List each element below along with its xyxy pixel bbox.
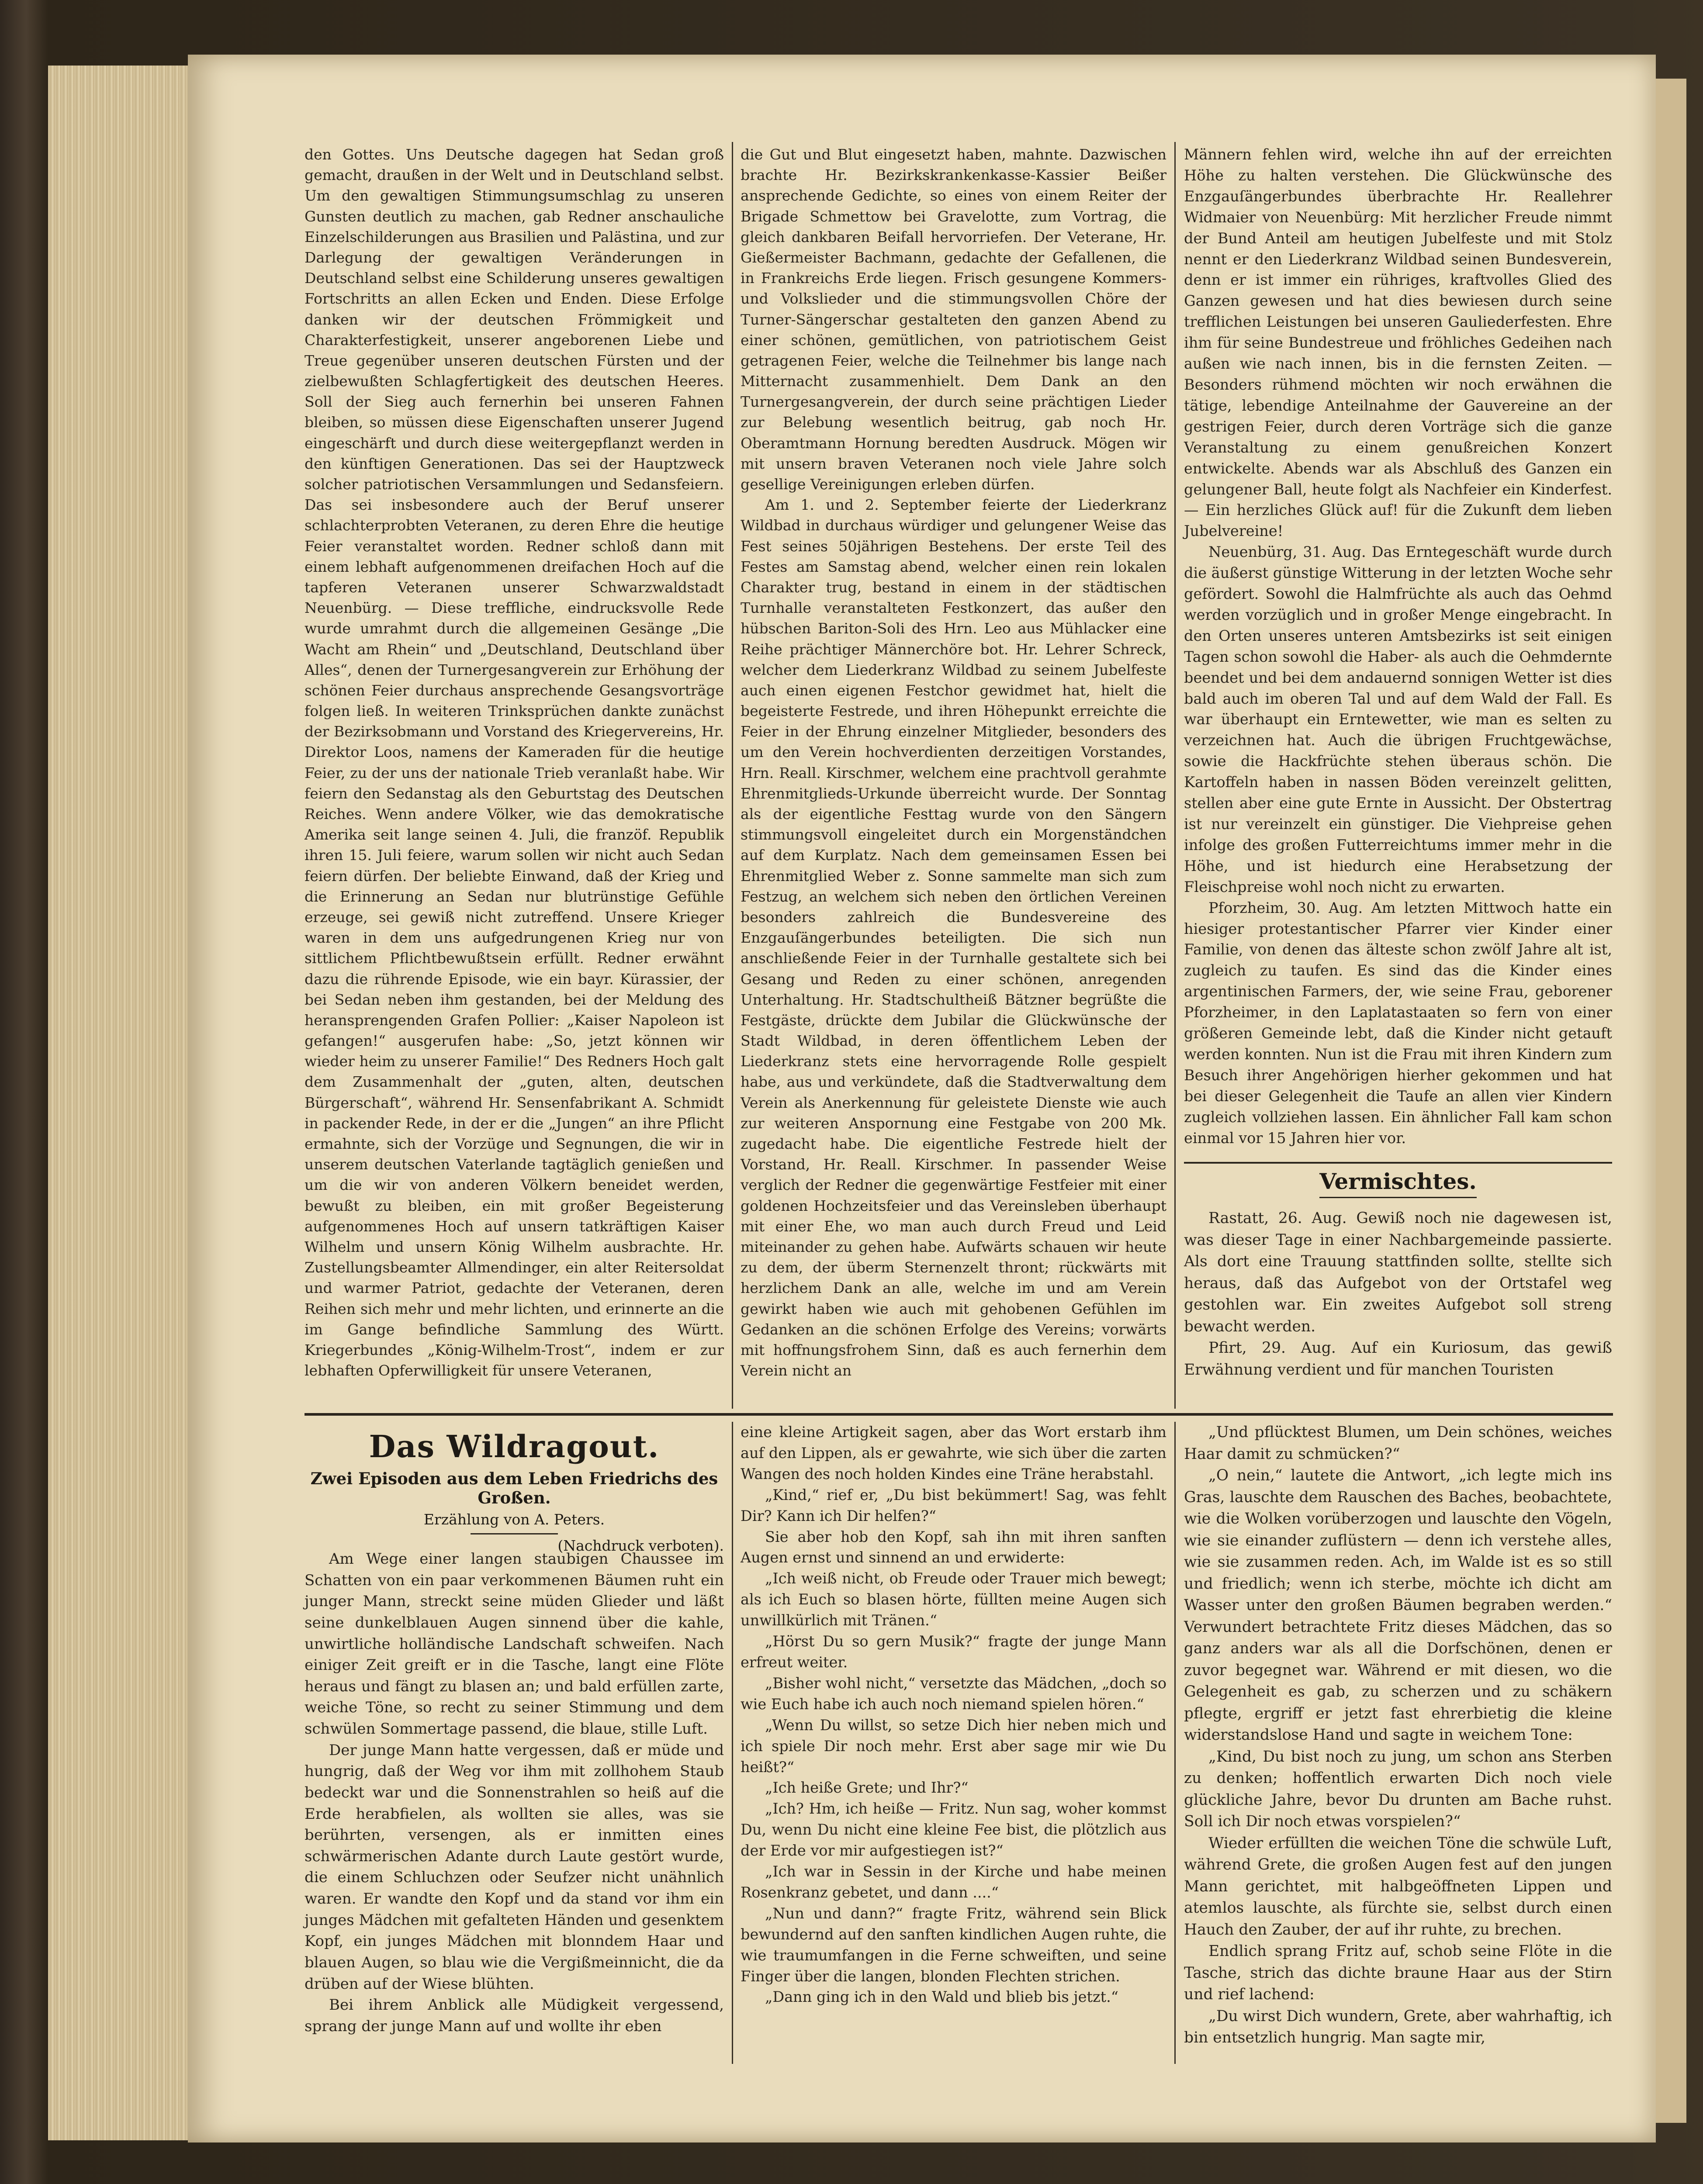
paragraph: „Hörst Du so gern Musik?“ fragte der junge Mann erfreut weiter. <box>741 1633 1166 1671</box>
paragraph: „Ich heiße Grete; und Ihr?“ <box>765 1779 969 1797</box>
paragraph: Der junge Mann hatte vergessen, daß er müde und hungrig, daß der Weg vor ihm mit zollhohem Staub bedeckt war und die Sonnenstrahlen so heiß auf die Erde herabfielen, als wollten sie alles, was sie berührten, versengen, als er inmitten eines schwärmerischen Adante durch Laute gestört wurde, die einem Schluchzen oder Seufzer nicht unähnlich waren. Er wandte den Kopf und da stand vor ihm ein junges Mädchen mit gefalteten Händen und gesenktem Kopf, ein junges Mädchen mit blonndem Haar und blauen Augen, so blau wie die Vergißmeinnicht, die da drüben auf der Wiese blühten. <box>305 1741 724 1993</box>
vermischtes-column <box>1184 1208 1612 1381</box>
paragraph: Endlich sprang Fritz auf, schob seine Flöte in die Tasche, strich das dichte braune Haar aus der Stirn und rief lachend: <box>1184 1942 1612 2003</box>
paragraph: „Ich weiß nicht, ob Freude oder Trauer mich bewegt; als ich Euch so blasen hörte, füllten meine Augen sich unwillkürlich mit Tränen.“ <box>741 1570 1166 1629</box>
paragraph: den Gottes. Uns Deutsche dagegen hat Sedan groß gemacht, draußen in der Welt und in Deutschland selbst. Um den gewaltigen Stimmungsumschlag zu unseren Gunsten deutlich zu machen, gab Redner anschauliche Einzelschilderungen aus Brasilien und Palästina, und zur Darlegung der gewaltigen Veränderungen in Deutschland selbst eine Schilderung unseres gewaltigen Fortschritts an allen Ecken und Enden. Diese Erfolge danken wir der deutschen Frömmigkeit und Charakterfestigkeit, unserer angeborenen Liebe und Treue gegenüber unseren deutschen Fürsten und der zielbewußten Schlagfertigkeit des deutschen Heeres. Soll der Sieg auch fernerhin bei unseren Fahnen bleiben, so müssen diese Eigenschaften unserer Jugend eingeschärft und durch diese weitergepflanzt werden in den künftigen Generationen. Das sei der Hauptzweck solcher patriotischen Versammlungen und Sedansfeiern. Das sei insbesondere auch der Beruf unserer schlachterprobten Veteranen, zu deren Ehre die heutige Feier veranstaltet worden. Redner schloß dann mit einem lebhaft aufgenommenen dreifachen Hoch auf die tapferen Veteranen unserer Schwarzwaldstadt Neuenbürg. — Diese treffliche, eindrucksvolle Rede wurde umrahmt durch die allgemeinen Gesänge „Die Wacht am Rhein“ und „Deutschland, Deutschland über Alles“, denen der Turnergesangverein zur Erhöhung der schönen Feier durchaus ansprechende Gesangsvorträge folgen ließ. In weiteren Trinksprüchen dankte zunächst der Bezirksobmann und Vorstand des Kriegervereins, Hr. Direktor Loos, namens der Kameraden für die heutige Feier, zu der uns der nationale Trieb veranlaßt habe. Wir feiern den Sedanstag als den Geburtstag des Deutschen Reiches. Wenn andere Völker, wie das demokratische Amerika seit lange seinen 4. Juli, die franzöf. Republik ihren 15. Juli feiere, warum sollen wir nicht auch Sedan feiern dürfen. Der beliebte Einwand, daß der Krieg und die Erinnerung an Sedan nur blutrünstige Gefühle erzeuge, sei gewiß nicht zutreffend. Unsere Krieger waren in dem uns aufgedrungenen Krieg nur von sittlichem Pflichtbewußtsein erfüllt. Redner erwähnt dazu die rührende Episode, wie ein bayr. Kürassier, der bei Sedan neben ihm gestanden, bei der Meldung des heransprengenden Grafen Pollier: „Kaiser Napoleon ist gefangen!“ ausgerufen habe: „So, jetzt können wir wieder heim zu unserer Familie!“ Des Redners Hoch galt dem Zusammenhalt der „guten, alten, deutschen Bürgerschaft“, während Hr. Sensenfabrikant A. Schmidt in packender Rede, in der er die „Jungen“ an ihre Pflicht ermahnte, sich der Vorzüge und Segnungen, die wir in unserem deutschen Vaterlande tagtäglich genießen und um die wir von anderen Völkern beneidet werden, bewußt zu bleiben, ein mit großer Begeisterung aufgenommenes Hoch auf unsern tatkräftigen Kaiser Wilhelm und unsern König Wilhelm ausbrachte. Hr. Zustellungsbeamter Allmendinger, ein alter Reitersoldat und warmer Patriot, gedachte der Veteranen, deren Reihen sich mehr und mehr lichten, und erinnerte an die im Gange befindliche Sammlung des Württ. Kriegerbundes „König-Wilhelm-Trost“, indem er zur lebhaften Opferwilligkeit für unsere Veteranen, <box>305 146 724 1379</box>
upper-column-3 <box>1184 144 1612 1149</box>
paragraph: „Und pflücktest Blumen, um Dein schönes, weiches Haar damit zu schmücken?“ <box>1184 1424 1612 1463</box>
paragraph: „Dann ging ich in den Wald und blieb bis jetzt.“ <box>765 1988 1118 2006</box>
heading-underline <box>1319 1197 1477 1198</box>
feuilleton-column-2 <box>741 1422 1166 2008</box>
paragraph: Pforzheim, 30. Aug. Am letzten Mittwoch hatte ein hiesiger protestantischer Pfarrer vier Kinder einer Familie, von denen das älteste schon zwölf Jahre alt ist, zugleich zu taufen. Es sind das die Kinder eines argentinischen Farmers, der, wie seine Frau, geborener Pforzheimer, in den Laplatastaaten so fern von einer größeren Gemeinde lebt, daß die Kinder nicht getauft werden konnten. Nun ist die Frau mit ihren Kindern zum Besuch ihrer Angehörigen hierher gekommen und hat bei dieser Gelegenheit die Taufe an allen vier Kindern zugleich vollziehen lassen. Ein ähnlicher Fall kam schon einmal vor 15 Jahren hier vor. <box>1184 899 1612 1147</box>
paragraph: „O nein,“ lautete die Antwort, „ich legte mich ins Gras, lauschte dem Rauschen des Baches, beobachtete, wie die Wolken vorüberzogen und lauschte den Vögeln, wie sie einander zuflüstern — denn ich verstehe alles, wie sie zusammen reden. Ach, im Walde ist es so still und friedlich; wenn ich sterbe, möchte ich dicht am Wasser unter den großen Bäumen begraben werden.“ Verwundert betrachtete Fritz dieses Mädchen, das so ganz anders war als all die Dorfschönen, denen er zuvor begegnet war. Während er mit diesen, wo die Gelegenheit es gab, zu scherzen und zu schäkern pflegte, ergriff er jetzt fast ehrerbietig die kleine widerstandslose Hand und sagte in weichem Tone: <box>1184 1467 1612 1744</box>
column-rule <box>1174 1422 1176 2064</box>
feuilleton-column-1 <box>305 1548 724 2037</box>
upper-column-1 <box>305 144 724 1381</box>
column-rule <box>732 142 733 1409</box>
column-rule <box>1174 142 1176 1409</box>
paragraph: „Ich war in Sessin in der Kirche und habe meinen Rosenkranz gebetet, und dann ....“ <box>741 1863 1166 1901</box>
story-title: Das Wildragout. <box>369 1428 660 1465</box>
story-author: Erzählung von A. Peters. <box>423 1511 605 1528</box>
paragraph: Wieder erfüllten die weichen Töne die schwüle Luft, während Grete, die großen Augen fest auf den jungen Mann gerichtet, mit halbgeöffneten Lippen und atemlos lauschte, als fürchte sie, selbst durch einen Hauch den Zauber, der auf ihr ruhte, zu brechen. <box>1184 1834 1612 1939</box>
paragraph: die Gut und Blut eingesetzt haben, mahnte. Dazwischen brachte Hr. Bezirkskrankenkasse-Kassier Beißer ansprechende Gedichte, so eines von einem Reiter der Brigade Schmettow bei Gravelotte, zum Vortrag, die gleich dankbaren Beifall hervorriefen. Der Veterane, Hr. Gießermeister Bachmann, gedachte der Gefallenen, die in Frankreichs Erde liegen. Frisch gesungene Kommers- und Volkslieder und die stimmungsvollen Chöre der Turner-Sängerschar gestalteten den ganzen Abend zu einer schönen, gemütlichen, von patriotischem Geist getragenen Feier, welche die Teilnehmer bis lange nach Mitternacht zusammenhielt. Dem Dank an den Turnergesangverein, der durch seine prächtigen Lieder zur Belebung wesentlich beitrug, gab noch Hr. Oberamtmann Hornung beredten Ausdruck. Mögen wir mit unsern braven Veteranen noch viele Jahre solch gesellige Vereinigungen erleben dürfen. <box>741 146 1166 493</box>
next-page-edge <box>1656 79 1686 2123</box>
paragraph: „Ich? Hm, ich heiße — Fritz. Nun sag, woher kommst Du, wenn Du nicht eine kleine Fee bist, die plötzlich aus der Erde vor mir aufgestiegen ist?“ <box>741 1800 1166 1859</box>
paragraph: Neuenbürg, 31. Aug. Das Erntegeschäft wurde durch die äußerst günstige Witterung in der letzten Woche sehr gefördert. Sowohl die Halmfrüchte als auch das Oehmd werden vorzüglich und in großer Menge eingebracht. In den Orten unseres unteren Amtsbezirks ist seit einigen Tagen schon sowohl die Haber- als auch die Oehmdernte beendet und bei dem andauernd sonnigen Wetter ist dies bald auch im oberen Tal und auf dem Wald der Fall. Es war überhaupt ein Erntewetter, wie man es selten zu verzeichnen hat. Auch die übrigen Fruchtgewächse, sowie die Hackfrüchte stehen überaus schön. Die Kartoffeln haben in nassen Böden vereinzelt gelitten, stellen aber eine gute Ernte in Aussicht. Der Obstertrag ist nur vereinzelt ein günstiger. Die Viehpreise gehen infolge des großen Futterreichtums immer mehr in die Höhe, und ist hiedurch eine Herabsetzung der Fleischpreise wohl noch nicht zu erwarten. <box>1184 543 1612 895</box>
paragraph: „Kind, Du bist noch zu jung, um schon ans Sterben zu denken; hoffentlich erwarten Dich noch viele glückliche Jahre, bevor Du drunten am Bache ruhst. Soll ich Dir noch etwas vorspielen?“ <box>1184 1748 1612 1830</box>
paragraph: „Bisher wohl nicht,“ versetzte das Mädchen, „doch so wie Euch habe ich auch noch niemand spielen hören.“ <box>741 1674 1166 1713</box>
feuilleton-rule <box>305 1413 1613 1416</box>
paragraph: Männern fehlen wird, welche ihn auf der erreichten Höhe zu halten verstehen. Die Glückwünsche des Enzgauſängerbundes überbrachte Hr. Reallehrer Widmaier von Neuenbürg: Mit herzlicher Freude nimmt der Bund Anteil am heutigen Jubelfeste und mit Stolz nennt er den Liederkranz Wildbad seinen Bundesverein, denn er ist immer ein rühriges, kraftvolles Glied des Ganzen gewesen und hat dies bewiesen durch seine trefflichen Leistungen bei unseren Gauliederfesten. Ehre ihm für seine Bundestreue und fröhliches Gedeihen nach außen wie nach innen, bis in die fernsten Zeiten. — Besonders rühmend möchten wir noch erwähnen die tätige, lebendige Anteilnahme der Gauvereine an der gestrigen Feier, durch deren Vorträge sich die ganze Veranstaltung zu einem genußreichen Konzert entwickelte. Abends war als Abschluß des Ganzen ein gelungener Ball, heute folgt als Nachfeier ein Kinderfest. — Ein herzliches Glück auf! für die Zukunft dem lieben Jubelvereine! <box>1184 146 1612 540</box>
paragraph: Pfirt, 29. Aug. Auf ein Kuriosum, das gewiß Erwähnung verdient und für manchen Touristen <box>1184 1339 1612 1379</box>
paragraph: Sie aber hob den Kopf, sah ihn mit ihren sanften Augen ernst und sinnend an und erwiderte: <box>741 1528 1166 1566</box>
paragraph: Rastatt, 26. Aug. Gewiß noch nie dagewesen ist, was dieser Tage in einer Nachbargemeinde passierte. Als dort eine Trauung stattfinden sollte, stellte sich heraus, daß das Aufgebot von der Ortstafel weg gestohlen war. Ein zweites Aufgebot soll streng bewacht werden. <box>1184 1209 1612 1335</box>
paragraph: Am Wege einer langen staubigen Chaussee im Schatten von ein paar verkommenen Bäumen ruht ein junger Mann, streckt seine müden Glieder und läßt seine dunkelblauen Augen sinnend über die kahle, unwirtliche holländische Landschaft schweifen. Nach einiger Zeit greift er in die Tasche, langt eine Flöte heraus und fängt zu blasen an; und bald erfüllen zarte, weiche Töne, so recht zu seiner Stimmung und dem schwülen Sommertage passend, die blaue, stille Luft. <box>305 1550 724 1738</box>
page-stack-edges <box>48 66 192 2140</box>
paragraph: „Nun und dann?“ fragte Fritz, während sein Blick bewundernd auf den sanften kindlichen Augen ruhte, die wie traumumfangen in die Ferne schweiften, und seine Finger über die langen, blonden Flechten strichen. <box>741 1904 1166 1985</box>
column-rule <box>732 1422 733 2064</box>
upper-column-2 <box>741 144 1166 1381</box>
paragraph: „Du wirst Dich wundern, Grete, aber wahrhaftig, ich bin entsetzlich hungrig. Man sagte mir, <box>1184 2007 1612 2046</box>
vermischtes-heading: Vermischtes. <box>1184 1168 1612 1198</box>
paragraph: „Kind,“ rief er, „Du bist bekümmert! Sag, was fehlt Dir? Kann ich Dir helfen?“ <box>741 1486 1166 1524</box>
feuilleton-title-block <box>305 1428 724 1554</box>
reprint-note: (Nachdruck verboten). <box>557 1537 724 1554</box>
section-rule <box>1184 1162 1612 1164</box>
author-rule <box>471 1533 558 1534</box>
newspaper-page <box>188 55 1656 2143</box>
paragraph: „Wenn Du willst, so setze Dich hier neben mich und ich spiele Dir noch mehr. Erst aber sage mir wie Du heißt?“ <box>741 1716 1166 1776</box>
paragraph: Am 1. und 2. September feierte der Liederkranz Wildbad in durchaus würdiger und gelungener Weise das Fest seines 50jährigen Bestehens. Der erste Teil des Festes am Samstag abend, welcher einen rein lokalen Charakter trug, bestand in einem in der städtischen Turnhalle veranstalteten Festkonzert, das außer den hübschen Bariton-Soli des Hrn. Leo aus Mühlacker eine Reihe prächtiger Männerchöre bot. Hr. Lehrer Schreck, welcher dem Liederkranz Wildbad zu seinem Jubelfeste auch einen eigenen Festchor gewidmet hat, hielt die begeisterte Festrede, und ihren Höhepunkt erreichte die Feier in der Ehrung einzelner Mitglieder, besonders des um den Verein hochverdienten derzeitigen Vorstandes, Hrn. Reall. Kirschmer, welchem eine prachtvoll gerahmte Ehrenmitglieds-Urkunde überreicht wurde. Der Sonntag als der eigentliche Festtag wurde von den Sängern stimmungsvoll eingeleitet durch ein Morgenständchen auf dem Kurplatz. Nach dem gemeinsamen Essen bei Ehrenmitglied Weber z. Sonne sammelte man sich zum Festzug, an welchem sich neben den örtlichen Vereinen besonders zahlreich die Bundesvereine des Enzgauſängerbundes beteiligten. Die sich nun anschließende Feier in der Turnhalle gestaltete sich bei Gesang und Reden zu einer schönen, anregenden Unterhaltung. Hr. Stadtschultheiß Bätzner begrüßte die Festgäste, drückte dem Jubilar die Glückwünsche der Stadt Wildbad, in deren öffentlichem Leben der Liederkranz stets eine hervorragende Rolle gespielt habe, aus und verkündete, daß die Stadtverwaltung dem Verein als Anerkennung für geleistete Dienste wie auch zur weiteren Anspornung eine Festgabe von 200 Mk. zugedacht habe. Die eigentliche Festrede hielt der Vorstand, Hr. Reall. Kirschmer. In passender Weise verglich der Redner die gegenwärtige Festfeier mit einer goldenen Hochzeitsfeier und das Vereinsleben überhaupt mit einer Ehe, wo man auch durch Freud und Leid miteinander zu gehen habe. Aufwärts schauen wir heute zu dem, der überm Sternenzelt thront; rückwärts mit herzlichem Dank an alle, welche im und am Verein gewirkt haben wie auch mit gehobenen Gefühlen im Gedanken an die schönen Erfolge des Vereins; vorwärts mit hoffnungsfrohem Sinn, daß es auch fernerhin dem Verein nicht an <box>741 496 1166 1379</box>
paragraph: Bei ihrem Anblick alle Müdigkeit vergessend, sprang der junge Mann auf und wollte ihr eben <box>305 1996 724 2035</box>
feuilleton-column-3 <box>1184 1422 1612 2049</box>
paragraph: eine kleine Artigkeit sagen, aber das Wort erstarb ihm auf den Lippen, als er gewahrte, wie sich über die zarten Wangen des noch holden Kindes eine Träne herabstahl. <box>741 1424 1166 1482</box>
story-subtitle: Zwei Episoden aus dem Leben Friedrichs des Großen. <box>310 1469 718 1507</box>
